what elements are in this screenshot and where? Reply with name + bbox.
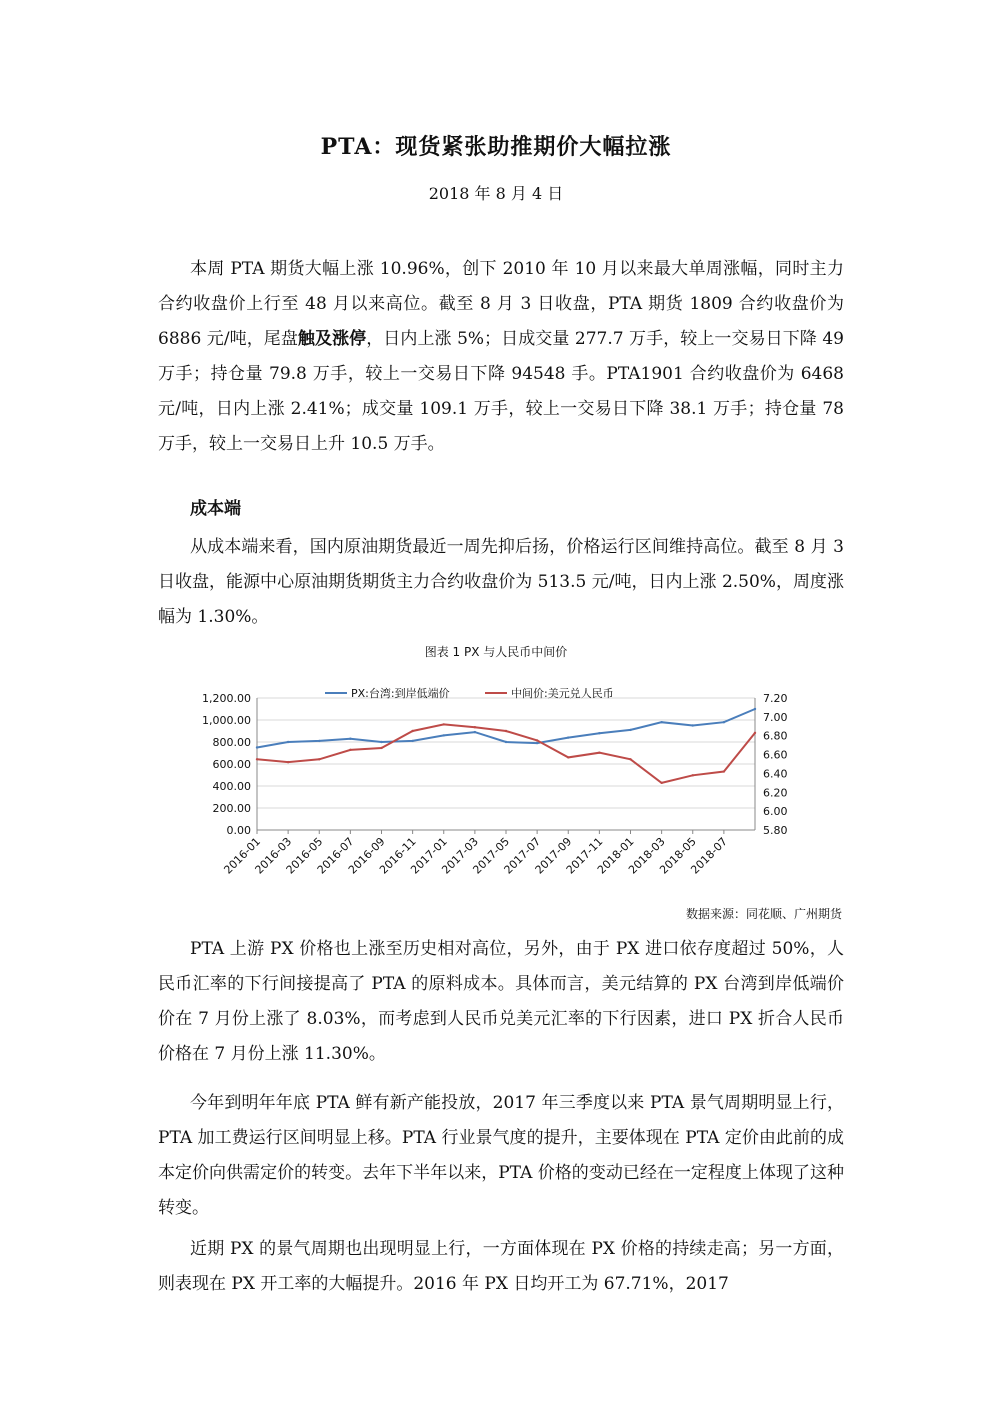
x-axis-tick-label: 2016-07: [314, 834, 357, 877]
usd-cny-point: [474, 726, 476, 728]
usd-cny-point: [411, 730, 413, 732]
legend-label-usd-cny: 中间价:美元兑人民币: [511, 687, 614, 700]
px-price-point: [754, 708, 756, 710]
left-axis-tick-label: 0.00: [226, 824, 251, 837]
usd-cny-point: [443, 723, 445, 725]
limit-up-emphasis: 触及涨停: [297, 329, 367, 349]
usd-cny-point: [723, 770, 725, 772]
usd-cny-series-line: [257, 724, 755, 783]
paragraph-weekly-summary: [158, 252, 844, 462]
px-price-point: [567, 736, 569, 738]
section-heading-cost: 成本端: [190, 499, 241, 519]
paragraph-weekly-summary-part2: ，日内上涨 5%；日成交量 277.7 万手，较上一交易日下降 49 万手；持仓量 79.8 万手，较上一交易日下降 94548 手。PTA1901 合约收盘价为 6468 元/吨，日内上涨 2.41%；成交量 109.1 万手，较上一交易日下降 38.1 万手；持仓量 78 万手，较上一交易日上升 10.5 万手。: [158, 329, 844, 454]
usd-cny-point: [536, 739, 538, 741]
x-axis-tick-label: 2017-07: [501, 834, 544, 877]
px-price-point: [443, 734, 445, 736]
px-price-point: [536, 742, 538, 744]
legend-label-px: PX:台湾:到岸低端价: [351, 687, 450, 700]
x-axis-tick-label: 2016-05: [283, 834, 326, 877]
usd-cny-point: [318, 758, 320, 760]
left-axis-tick-label: 400.00: [212, 780, 251, 793]
usd-cny-point: [660, 782, 662, 784]
usd-cny-point: [754, 732, 756, 734]
document-title: PTA：现货紧张助推期价大幅拉涨: [320, 134, 672, 160]
x-axis-tick-label: 2017-05: [470, 834, 513, 877]
usd-cny-point: [349, 749, 351, 751]
right-axis-tick-label: 7.00: [763, 710, 788, 724]
x-axis-tick-label: 2017-01: [408, 834, 450, 877]
paragraph-cost: 从成本端来看，国内原油期货最近一周先抑后扬，价格运行区间维持高位。截至 8 月 3 日收盘，能源中心原油期货期货主力合约收盘价为 513.5 元/吨，日内上涨 2.50%，周度涨幅为 1.30%。: [158, 537, 844, 627]
px-price-point: [287, 741, 289, 743]
x-axis-tick-label: 2016-09: [345, 834, 388, 877]
document-date: 2018 年 8 月 4 日: [428, 184, 564, 203]
x-axis-tick-label: 2017-03: [439, 834, 481, 877]
x-axis-tick-label: 2018-03: [626, 834, 668, 877]
x-axis-tick-label: 2016-11: [377, 834, 419, 877]
right-axis-tick-label: 7.20: [763, 692, 788, 705]
usd-cny-point: [505, 730, 507, 732]
left-axis-tick-label: 1,200.00: [202, 692, 251, 705]
px-price-point: [411, 740, 413, 742]
figure-source: 数据来源：同花顺、广州期货: [685, 907, 842, 921]
right-axis-tick-label: 6.80: [763, 729, 788, 743]
right-axis-tick-label: 6.00: [763, 805, 788, 819]
right-axis-tick-label: 6.20: [763, 786, 788, 800]
x-axis-tick-label: 2018-07: [688, 834, 730, 877]
px-price-point: [256, 746, 258, 748]
x-axis-tick-label: 2018-01: [594, 834, 637, 877]
usd-cny-point: [256, 758, 258, 760]
left-axis-tick-label: 600.00: [212, 758, 251, 771]
left-axis-tick-label: 1,000.00: [202, 714, 251, 727]
figure-title: 图表 1 PX 与人民币中间价: [424, 645, 568, 659]
paragraph-weekly-summary-part1: 本周 PTA 期货大幅上涨 10.96%，创下 2010 年 10 月以来最大单周涨幅，同时主力合约收盘价上行至 48 月以来高位。截至 8 月 3 日收盘，PTA 期货 1809 合约收盘价为 6886 元/吨，尾盘: [158, 259, 844, 349]
right-axis-tick-label: 6.60: [763, 748, 788, 762]
left-axis-tick-label: 800.00: [212, 736, 251, 749]
px-price-point: [692, 724, 694, 726]
px-price-point: [318, 740, 320, 742]
usd-cny-point: [567, 756, 569, 758]
usd-cny-point: [380, 747, 382, 749]
usd-cny-point: [598, 751, 600, 753]
left-axis-tick-label: 200.00: [212, 802, 251, 815]
x-axis-tick-label: 2016-01: [221, 834, 264, 877]
x-axis-tick-label: 2017-11: [563, 834, 606, 877]
usd-cny-point: [287, 761, 289, 763]
px-price-point: [505, 741, 507, 743]
px-price-point: [349, 738, 351, 740]
px-rmb-line-chart: [185, 680, 805, 895]
paragraph-px-cycle: 近期 PX 的景气周期也出现明显上行，一方面体现在 PX 价格的持续走高；另一方面，则表现在 PX 开工率的大幅提升。2016 年 PX 日均开工为 67.71%，2017: [158, 1239, 844, 1294]
usd-cny-point: [629, 758, 631, 760]
paragraph-px-price: PTA 上游 PX 价格也上涨至历史相对高位，另外，由于 PX 进口依存度超过 50%，人民币汇率的下行间接提高了 PTA 的原料成本。具体而言，美元结算的 PX 台湾到岸低端价价在 7 月份上涨了 8.03%，而考虑到人民币兑美元汇率的下行因素，进口 PX 折合人民币价格在 7 月份上涨 11.30%。: [158, 939, 844, 1064]
px-price-point: [629, 729, 631, 731]
x-axis-tick-label: 2017-09: [532, 834, 575, 877]
px-price-point: [660, 721, 662, 723]
x-axis-tick-label: 2018-05: [657, 834, 699, 877]
right-axis-tick-label: 6.40: [763, 767, 788, 781]
right-axis-tick-label: 5.80: [763, 824, 788, 837]
x-axis-tick-label: 2016-03: [252, 834, 295, 877]
usd-cny-point: [692, 774, 694, 776]
px-price-point: [380, 741, 382, 743]
px-price-point: [474, 731, 476, 733]
px-price-point: [598, 732, 600, 734]
px-price-point: [723, 721, 725, 723]
paragraph-pta-cycle: 今年到明年年底 PTA 鲜有新产能投放，2017 年三季度以来 PTA 景气周期明显上行，PTA 加工费运行区间明显上移。PTA 行业景气度的提升，主要体现在 PTA 定价由此前的成本定价向供需定价的转变。去年下半年以来，PTA 价格的变动已经在一定程度上体现了这种转变。: [158, 1093, 844, 1218]
